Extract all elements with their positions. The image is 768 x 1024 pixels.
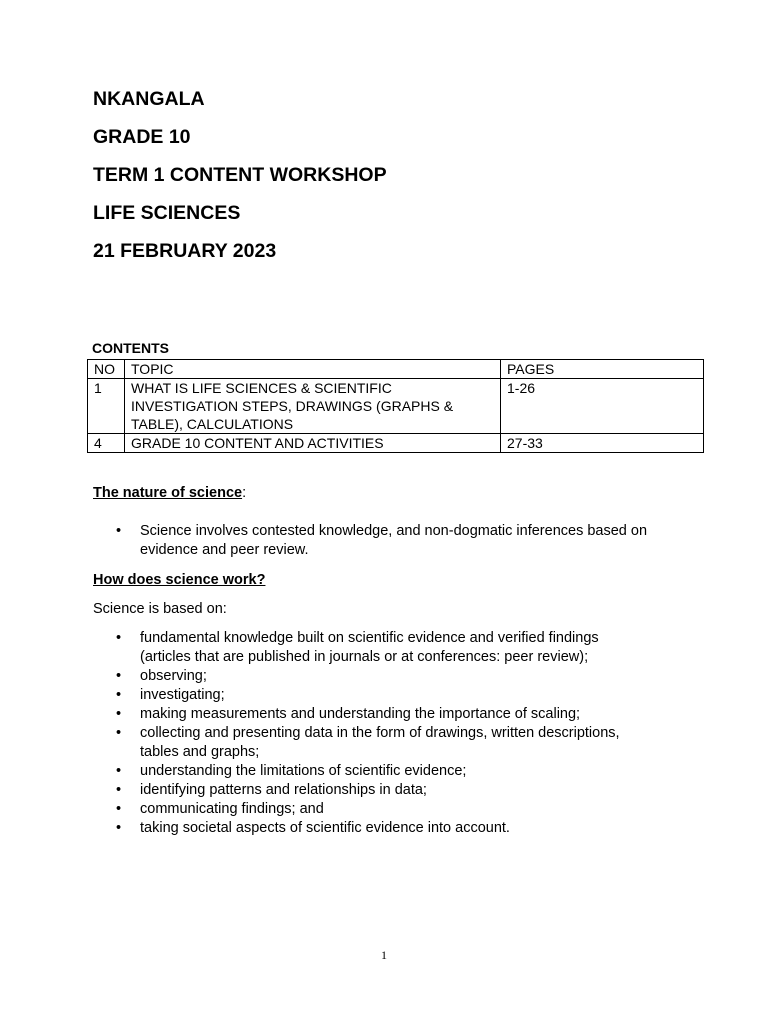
contents-table xyxy=(87,359,704,453)
how-science-works-title xyxy=(93,571,265,590)
workshop-heading: TERM 1 CONTENT WORKSHOP xyxy=(93,164,387,186)
nature-list xyxy=(93,522,653,560)
table-row xyxy=(88,434,704,453)
how-science-works-heading: How does science work? xyxy=(93,572,266,588)
nature-title-colon: : xyxy=(242,485,247,501)
table-cell-topic: GRADE 10 CONTENT AND ACTIVITIES xyxy=(125,434,501,453)
table-cell-pages: 1-26 xyxy=(501,379,704,434)
table-header-topic: TOPIC xyxy=(125,360,501,379)
district-heading: NKANGALA xyxy=(93,88,205,110)
nature-title: The nature of science xyxy=(93,485,243,501)
table-cell-no: 4 xyxy=(88,434,125,453)
table-cell-no: 1 xyxy=(88,379,125,434)
table-cell-topic: WHAT IS LIFE SCIENCES & SCIENTIFIC INVESTIGATION STEPS, DRAWINGS (GRAPHS & TABLE), CALCULATIONS xyxy=(125,379,501,434)
list-item: • understanding the limitations of scientific evidence; xyxy=(93,762,653,781)
list-item: • fundamental knowledge built on scientific evidence and verified findings (articles that are published in journals or at conferences: peer review); xyxy=(93,629,653,667)
table-row xyxy=(88,379,704,434)
table-cell-pages: 27-33 xyxy=(501,434,704,453)
date-heading: 21 FEBRUARY 2023 xyxy=(93,240,277,262)
list-item: • investigating; xyxy=(93,686,653,705)
nature-section-title xyxy=(93,484,246,503)
table-header-no: NO xyxy=(88,360,125,379)
list-item: • communicating findings; and xyxy=(93,800,653,819)
science-based-on-intro: Science is based on: xyxy=(93,601,227,617)
list-item: • taking societal aspects of scientific evidence into account. xyxy=(93,819,653,838)
grade-heading: GRADE 10 xyxy=(93,126,191,148)
list-item: • making measurements and understanding the importance of scaling; xyxy=(93,705,653,724)
contents-label: CONTENTS xyxy=(92,340,169,356)
list-item: • Science involves contested knowledge, and non-dogmatic inferences based on evidence and peer review. xyxy=(93,522,653,560)
science-basis-list xyxy=(93,629,653,838)
list-item: • observing; xyxy=(93,667,653,686)
table-header-pages: PAGES xyxy=(501,360,704,379)
list-item: • collecting and presenting data in the form of drawings, written descriptions, tables and graphs; xyxy=(93,724,653,762)
table-header-row xyxy=(88,360,704,379)
list-item: • identifying patterns and relationships in data; xyxy=(93,781,653,800)
subject-heading: LIFE SCIENCES xyxy=(93,202,241,224)
page-number: 1 xyxy=(381,948,387,962)
